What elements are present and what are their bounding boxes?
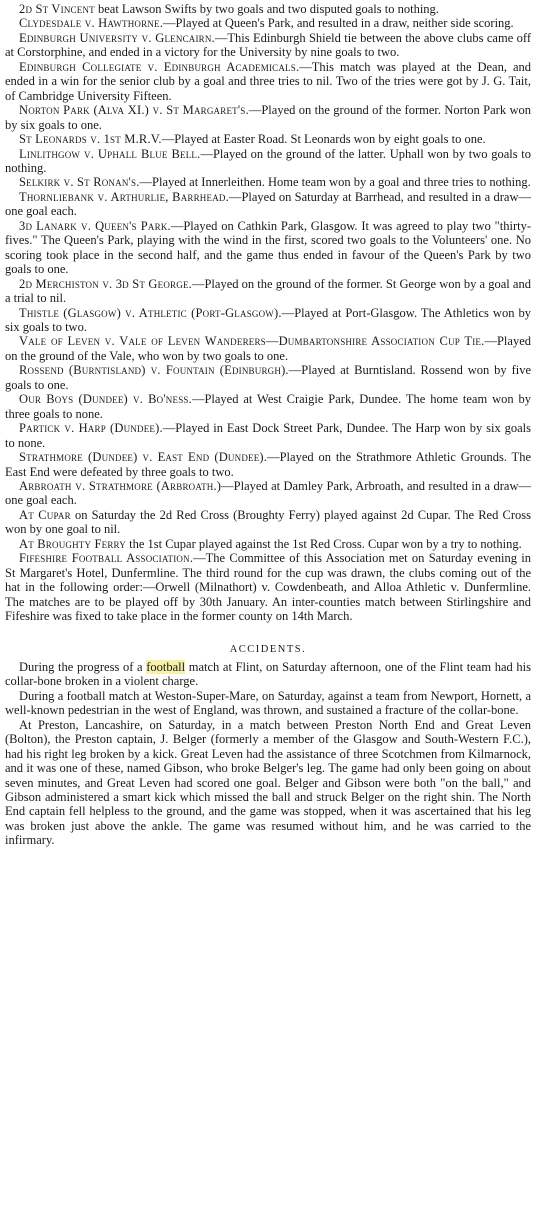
- report-text: —Played at Innerleithen. Home team won by a goal and three tries to nothing.: [139, 175, 531, 190]
- report-text: the 1st Cupar played against the 1st Red Cross. Cupar won by a try to nothing.: [125, 536, 522, 551]
- accidents-heading: ACCIDENTS.: [229, 644, 307, 656]
- accident-flint: [5, 660, 531, 689]
- report-text: —Played on the ground of the latter. Uphall won by two goals to nothing.: [5, 146, 531, 175]
- report-lead: Strathmore (Dundee) v. East End (Dundee).: [19, 450, 268, 465]
- match-report-7: [5, 147, 531, 176]
- report-text: —Played at Queen's Park, and resulted in a draw, neither side scoring.: [163, 16, 514, 31]
- report-lead: Fifeshire Football Association.: [19, 551, 194, 566]
- report-lead: Thornliebank v. Arthurlie, Barrhead.: [19, 189, 229, 204]
- highlighted-word: football: [146, 659, 186, 674]
- report-text: —This match was played at the Dean, and ended in a win for the senior club by a goal and three tries to nil. Two of the tries were got by J. G. Tait, of Cambridge University Fifteen.: [5, 59, 531, 103]
- report-lead: Thistle (Glasgow) v. Athletic (Port-Glasgow).: [19, 305, 282, 320]
- report-text: —Played at West Craigie Park, Dundee. The home team won by three goals to none.: [5, 392, 531, 421]
- report-lead: Linlithgow v. Uphall Blue Bell.: [19, 146, 201, 161]
- report-text: —Played in East Dock Street Park, Dundee. The Harp won by six goals to none.: [5, 421, 531, 450]
- report-text: —Played at Damley Park, Arbroath, and resulted in a draw—one goal each.: [5, 478, 531, 508]
- match-report-18: [5, 479, 531, 508]
- report-lead: 2d Merchiston v. 3d St George.: [19, 276, 192, 291]
- match-report-2: [5, 16, 531, 30]
- report-lead: Vale of Leven v. Vale of Leven Wanderers—Dumbartonshire Association Cup Tie.: [19, 334, 485, 349]
- match-report-17: [5, 450, 531, 479]
- match-report-8: [5, 175, 531, 189]
- report-lead: Edinburgh University v. Glencairn.: [19, 30, 215, 45]
- match-report-12: [5, 306, 531, 335]
- report-lead: At Broughty Ferry: [19, 536, 126, 551]
- report-lead: Clydesdale v. Hawthorne.: [19, 16, 164, 31]
- match-report-11: [5, 277, 531, 306]
- report-text: —Played on Saturday at Barrhead, and resulted in a draw—one goal each.: [5, 189, 531, 219]
- match-report-4: [5, 60, 531, 103]
- report-text: —Played at Easter Road. St Leonards won by eight goals to one.: [161, 132, 486, 147]
- match-report-19: [5, 508, 531, 537]
- report-text: —Played on the Strathmore Athletic Grounds. The East End were defeated by three goals to two.: [5, 450, 531, 479]
- report-lead: Rossend (Burntisland) v. Fountain (Edinburgh).: [19, 363, 289, 378]
- report-lead: 3d Lanark v. Queen's Park.: [19, 218, 171, 233]
- report-lead: Arbroath v. Strathmore (Arbroath.): [19, 478, 222, 493]
- report-text: —Played at Port-Glasgow. The Athletics won by six goals to two.: [5, 305, 531, 334]
- match-report-15: [5, 392, 531, 421]
- match-report-16: [5, 421, 531, 450]
- report-lead: Our Boys (Dundee) v. Bo'ness.: [19, 392, 192, 407]
- report-text: —Played on the ground of the Vale, who won by two goals to one.: [5, 334, 531, 363]
- report-lead: Norton Park (Alva XI.) v. St Margaret's.: [19, 103, 249, 118]
- report-text: —Played on the ground of the former. Norton Park won by six goals to one.: [5, 103, 531, 132]
- report-text: —Played on the ground of the former. St George won by a goal and a trial to nil.: [5, 276, 531, 306]
- report-text: on Saturday the 2d Red Cross (Broughty Ferry) played against 2d Cupar. The Red Cross won by one goal to nil.: [5, 507, 531, 537]
- match-report-1: [5, 2, 531, 16]
- match-report-20: [5, 537, 531, 551]
- match-report-9: [5, 190, 531, 219]
- report-lead: St Leonards v. 1st M.R.V.: [19, 132, 162, 147]
- match-report-3: [5, 31, 531, 60]
- match-report-13: [5, 334, 531, 363]
- report-lead: Edinburgh Collegiate v. Edinburgh Academicals.: [19, 59, 300, 74]
- report-text: —Played on Cathkin Park, Glasgow. It was agreed to play two "thirty-fives." The Queen's Park, playing with the wind in the first, scored two goals to the Volunteers' one. No scoring took place in the second half, and the game thus ended in favour of the Queen's Park by two goals to one.: [5, 218, 531, 277]
- match-report-14: [5, 363, 531, 392]
- accident-text: During the progress of a: [19, 659, 147, 674]
- report-text: —The Committee of this Association met on Saturday evening in St Margaret's Hotel, Dunfermline. The third round for the cup was drawn, the clubs coming out of the hat in the following order:—Orwell (Milnathort) v. Cowdenbeath, and Alloa Athletic v. Dunfermline. The matches are to be played off by 30th January. An inter-counties match between Stirlingshire and Fifeshire was fixed to take place in the former county on 14th March.: [5, 551, 531, 624]
- report-text: —This Edinburgh Shield tie between the above clubs came off at Corstorphine, and ended in a victory for the University by nine goals to two.: [5, 30, 531, 60]
- report-lead: At Cupar: [19, 507, 71, 522]
- match-report-6: [5, 132, 531, 146]
- report-lead: 2d St Vincent: [19, 2, 95, 16]
- accident-weston: During a football match at Weston-Super-Mare, on Saturday, against a team from Newport, Hornett, a well-known pedestrian in the west of England, was thrown, and sustained a fracture of the collar-bone.: [5, 688, 531, 718]
- match-report-10: [5, 219, 531, 277]
- report-text: —Played at Burntisland. Rossend won by five goals to one.: [5, 363, 532, 392]
- report-text: beat Lawson Swifts by two goals and two disputed goals to nothing.: [94, 2, 439, 16]
- match-report-5: [5, 103, 531, 132]
- association-report: [5, 551, 531, 623]
- report-lead: Partick v. Harp (Dundee).: [19, 421, 163, 436]
- accident-text: match at Flint, on Saturday afternoon, one of the Flint team had his collar-bone broken in a violent charge.: [5, 659, 532, 689]
- accident-preston: At Preston, Lancashire, on Saturday, in a match between Preston North End and Great Leven (Bolton), the Preston captain, J. Belger (formerly a member of the Glasgow and South-Western F.C.), had his right leg broken by a kick. Great Leven had the assistance of three Scotchmen from Kilmarnock, and it was one of these, named Gibson, who broke Belger's leg. The game had only been going on about seven minutes, and Great Leven had scored one goal. Belger and Gibson were both "on the ball," and Gibson administered a smart kick which missed the ball and struck Belger on the right shin. The North End captain fell helpless to the ground, and the game was stopped, when it was ascertained that his leg was broken just above the ankle. The game was resumed without him, and he was carried to the infirmary.: [5, 717, 531, 848]
- report-lead: Selkirk v. St Ronan's.: [19, 175, 140, 190]
